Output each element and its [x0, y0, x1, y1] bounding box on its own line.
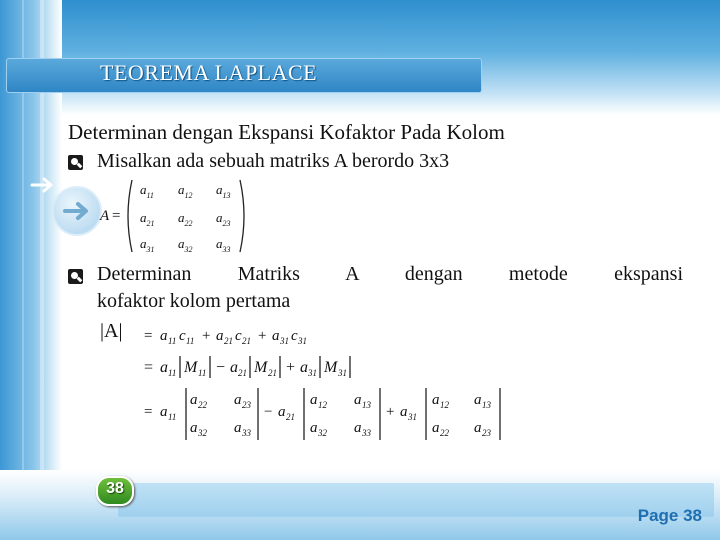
- svg-text:33: 33: [362, 428, 371, 438]
- svg-text:a: a: [160, 359, 168, 376]
- svg-text:a: a: [230, 359, 238, 376]
- matrix-entry: $a_{12}$: [178, 182, 193, 200]
- svg-text:+: +: [386, 404, 395, 420]
- matrix-a: [98, 176, 258, 256]
- svg-text:11: 11: [168, 368, 177, 378]
- slide-number: 38: [106, 480, 124, 497]
- footer-bar: [118, 483, 714, 517]
- svg-text:23: 23: [242, 400, 251, 410]
- svg-text:a: a: [310, 420, 318, 436]
- svg-text:22: 22: [198, 400, 207, 410]
- matrix-entry: $a_{22}$: [178, 210, 193, 228]
- matrix-entry: $a_{32}$: [178, 236, 193, 254]
- svg-text:=: =: [144, 328, 153, 344]
- section-heading: Determinan dengan Ekspansi Kofaktor Pada Kolom: [68, 120, 505, 144]
- matrix-entry: $a_{31}$: [140, 236, 155, 254]
- svg-text:13: 13: [362, 400, 371, 410]
- svg-text:22: 22: [440, 428, 449, 438]
- svg-text:31: 31: [408, 412, 417, 422]
- svg-text:a: a: [190, 392, 198, 408]
- svg-text:11: 11: [168, 412, 177, 422]
- svg-text:31: 31: [308, 368, 317, 378]
- svg-text:−: −: [216, 359, 226, 376]
- svg-text:11: 11: [198, 368, 207, 378]
- svg-text:a: a: [400, 404, 408, 420]
- bullet-text-matrix: Misalkan ada sebuah matriks A berordo 3x3: [97, 150, 450, 172]
- svg-text:a: a: [216, 328, 224, 344]
- svg-text:a: a: [234, 392, 242, 408]
- svg-text:a: a: [354, 392, 362, 408]
- svg-text:31: 31: [280, 336, 289, 346]
- bullet-text-determinant-cont: kofaktor kolom pertama: [97, 290, 291, 312]
- svg-text:a: a: [474, 420, 482, 436]
- svg-text:a: a: [160, 404, 168, 420]
- svg-text:21: 21: [242, 336, 251, 346]
- svg-text:32: 32: [318, 428, 327, 438]
- arrow-right-icon: [30, 175, 56, 195]
- svg-text:+: +: [202, 328, 211, 344]
- svg-text:M: M: [254, 359, 268, 376]
- matrix-entry: $a_{23}$: [216, 210, 231, 228]
- arrow-right-icon: [52, 186, 102, 236]
- svg-text:a: a: [234, 420, 242, 436]
- svg-text:+: +: [258, 328, 267, 344]
- expansion-line-2: [140, 352, 400, 382]
- matrix-entry: $a_{33}$: [216, 236, 231, 254]
- svg-text:a: a: [278, 404, 286, 420]
- svg-text:21: 21: [286, 412, 295, 422]
- svg-text:a: a: [310, 392, 318, 408]
- svg-text:a: a: [354, 420, 362, 436]
- expansion-line-3: [140, 384, 510, 444]
- svg-text:13: 13: [482, 400, 491, 410]
- svg-text:a: a: [272, 328, 280, 344]
- svg-text:a: a: [432, 392, 440, 408]
- question-bullet-icon: [68, 269, 83, 284]
- svg-text:c: c: [179, 328, 186, 344]
- svg-text:=: =: [112, 208, 121, 224]
- slide-number-badge: [96, 476, 134, 506]
- svg-text:c: c: [235, 328, 242, 344]
- matrix-entry: $a_{21}$: [140, 210, 155, 228]
- svg-text:11: 11: [186, 336, 195, 346]
- svg-text:32: 32: [198, 428, 207, 438]
- svg-text:33: 33: [242, 428, 251, 438]
- svg-text:c: c: [291, 328, 298, 344]
- svg-text:a: a: [160, 328, 168, 344]
- svg-text:a: a: [474, 392, 482, 408]
- svg-text:12: 12: [318, 400, 327, 410]
- svg-text:21: 21: [224, 336, 233, 346]
- svg-text:=: =: [144, 359, 154, 376]
- matrix-entry: $a_{11}$: [140, 182, 154, 200]
- svg-text:A: A: [100, 208, 110, 224]
- matrix-entry: $a_{13}$: [216, 182, 231, 200]
- svg-text:a: a: [300, 359, 308, 376]
- svg-text:31: 31: [298, 336, 307, 346]
- svg-text:11: 11: [168, 336, 177, 346]
- slide-title: TEOREMA LAPLACE: [100, 60, 318, 85]
- svg-text:a: a: [190, 420, 198, 436]
- svg-text:21: 21: [268, 368, 277, 378]
- expansion-line-1: [140, 322, 380, 348]
- svg-text:=: =: [144, 404, 153, 420]
- svg-text:a: a: [432, 420, 440, 436]
- svg-text:23: 23: [482, 428, 491, 438]
- svg-text:M: M: [324, 359, 338, 376]
- svg-text:21: 21: [238, 368, 247, 378]
- svg-text:−: −: [264, 404, 273, 420]
- svg-text:M: M: [184, 359, 198, 376]
- bullet-text-determinant: Determinan Matriks A dengan metode ekspansi: [97, 263, 683, 285]
- page-number: Page 38: [637, 506, 702, 525]
- svg-text:+: +: [286, 359, 296, 376]
- svg-text:31: 31: [338, 368, 347, 378]
- determinant-label: |A|: [100, 320, 123, 342]
- question-bullet-icon: [68, 155, 83, 170]
- svg-text:12: 12: [440, 400, 449, 410]
